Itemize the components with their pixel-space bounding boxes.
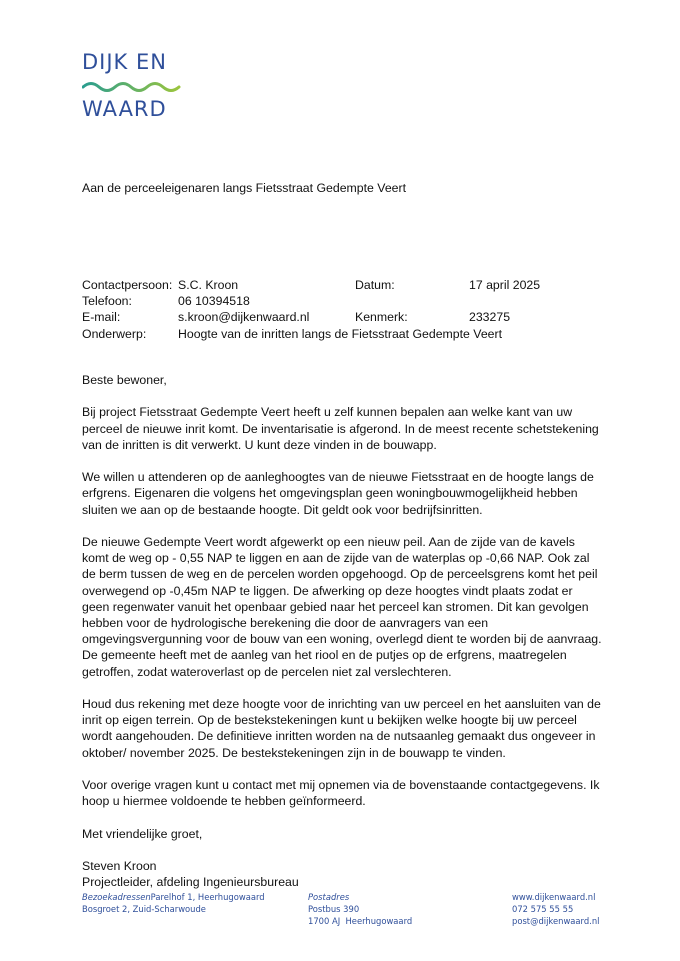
dijk-en-waard-logo xyxy=(82,52,182,124)
signature-name: Steven Kroon xyxy=(82,858,157,873)
signature-block xyxy=(82,858,602,890)
signature-role: Projectleider, afdeling Ingenieursbureau xyxy=(82,875,299,890)
date-value: 17 april 2025 xyxy=(469,278,541,292)
contact-value: S.C. Kroon xyxy=(178,278,239,292)
footer-visit-line-1: Parelhof 1, Heerhugowaard xyxy=(150,892,265,902)
meta-row-phone xyxy=(82,293,602,309)
footer-post-line-1: Postbus 390 xyxy=(308,904,360,914)
footer-contact xyxy=(512,891,599,927)
meta-row-subject xyxy=(82,326,602,342)
logo-line-2: WAARD xyxy=(82,97,167,121)
paragraph-2: We willen u attenderen op de aanleghoogtes van de nieuwe Fietsstraat en de hoogte langs de erfgrens. Eigenaren die volgens het omgevingsplan geen woningbouwmogelijkheid hebben sluiten we aan op de bestaande hoogte. Dit geldt ook voor bedrijfsinritten. xyxy=(82,470,594,517)
logo-wave-icon xyxy=(82,79,182,95)
subject-label: Onderwerp: xyxy=(82,326,147,341)
email-label: E-mail: xyxy=(82,310,121,325)
footer-visit-label: Bezoekadressen xyxy=(82,892,151,902)
meta-row-contact xyxy=(82,277,602,293)
paragraph-4: Houd dus rekening met deze hoogte voor de inrichting van uw perceel en het aansluiten van de inrit op eigen terrein. Op de bestekstekeningen kunt u bekijken welke hoogte bij uw perceel wordt aangehouden. De definitieve inritten worden na de nutsaanleg gemaakt dus ongeveer in oktober/ november 2025. De bestekstekeningen zijn in de bouwapp te vinden. xyxy=(82,697,601,760)
subject-value: Hoogte van de inritten langs de Fietsstraat Gedempte Veert xyxy=(178,326,503,341)
phone-label: Telefoon: xyxy=(82,294,132,309)
logo-line-1: DIJK EN xyxy=(82,50,167,74)
closing: Met vriendelijke groet, xyxy=(82,826,203,841)
paragraph-1: Bij project Fietsstraat Gedempte Veert heeft u zelf kunnen bepalen aan welke kant van uw perceel de nieuwe inrit komt. De inventarisatie is afgerond. In de meest recente schetstekening van de inritten is dit verwerkt. U kunt deze vinden in de bouwapp. xyxy=(82,405,599,452)
reference-value: 233275 xyxy=(469,310,511,325)
footer-visit-address xyxy=(82,891,265,915)
footer-website-link[interactable]: www.dijkenwaard.nl xyxy=(512,892,596,902)
footer-phone: 072 575 55 55 xyxy=(512,904,574,914)
email-value: s.kroon@dijkenwaard.nl xyxy=(178,310,310,325)
paragraph-3: De nieuwe Gedempte Veert wordt afgewerkt op een nieuw peil. Aan de zijde van de kavels komt de weg op - 0,55 NAP te liggen en aan de zijde van de waterplas op -0,66 NAP. Ook zal de berm tussen de weg en de percelen worden opgehoogd. Op de perceelsgrens komt het peil overwegend op -0,45m NAP te liggen. De afwerking op deze hoogtes vindt plaats zodat er geen regenwater vanuit het openbaar gebied naar het perceel kan stromen. Dit kan gevolgen hebben voor de hydrologische berekening die door de aanvragers van een omgevingsvergunning voor de bouw van een woning, overlegd dient te worden bij de aanvraag. De gemeente heeft met de aanleg van het riool en de putjes op de erfgrens, maatregelen getroffen, zodat wateroverlast op de percelen niet zal verslechteren. xyxy=(82,534,602,679)
date-label: Datum: xyxy=(355,278,395,292)
meta-row-email xyxy=(82,309,602,325)
contact-label: Contactpersoon: xyxy=(82,278,173,292)
reference-label: Kenmerk: xyxy=(355,310,408,325)
footer-post-label: Postadres xyxy=(308,892,350,902)
footer-post-address xyxy=(308,891,412,927)
letter-meta xyxy=(82,277,602,342)
footer-visit-line-2: Bosgroet 2, Zuid-Scharwoude xyxy=(82,904,206,914)
letter-body xyxy=(82,372,602,890)
phone-value: 06 10394518 xyxy=(178,294,250,309)
salutation: Beste bewoner, xyxy=(82,373,167,387)
paragraph-5: Voor overige vragen kunt u contact met mij opnemen via de bovenstaande contactgegevens. Ik hoop u hiermee voldoende te hebben geïnformeerd. xyxy=(82,778,600,809)
addressee: Aan de perceeleigenaren langs Fietsstraat Gedempte Veert xyxy=(82,181,407,195)
footer-post-line-2: 1700 AJ Heerhugowaard xyxy=(308,916,413,926)
footer-email-link[interactable]: post@dijkenwaard.nl xyxy=(512,916,600,926)
